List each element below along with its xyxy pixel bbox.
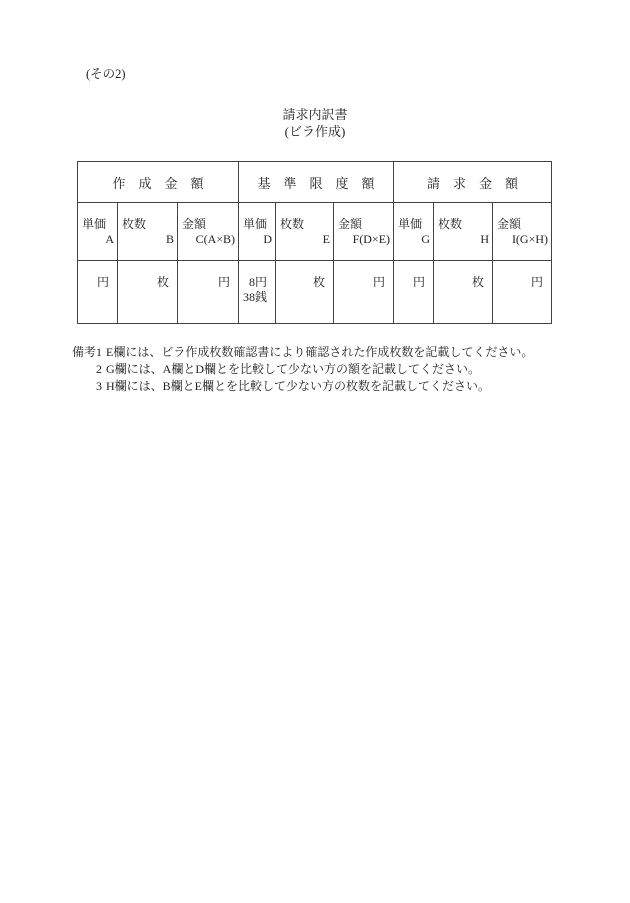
column-header-i xyxy=(493,203,552,261)
column-label: 単価 xyxy=(243,216,268,231)
group-header-label: 作 成 金 額 xyxy=(112,175,204,191)
remark-label: 3 xyxy=(96,379,102,393)
document-title: 請求内訳書 xyxy=(282,107,348,122)
column-letter: G xyxy=(421,231,431,246)
unit-label: 円 xyxy=(531,275,544,289)
column-label: 枚数 xyxy=(122,216,147,231)
column-letter: D xyxy=(263,231,272,246)
entry-cell-b xyxy=(118,261,178,324)
unit-label: 枚 xyxy=(312,275,325,289)
unit-label: 枚 xyxy=(156,275,169,289)
entry-cell-d xyxy=(239,261,276,324)
group-header-row xyxy=(78,162,552,203)
column-header-c xyxy=(178,203,239,261)
remark-label: 備考1 xyxy=(72,345,103,359)
unit-label: 円 xyxy=(373,275,386,289)
column-header-row xyxy=(78,203,552,261)
column-letter: C(A×B) xyxy=(195,231,235,246)
column-letter: F(D×E) xyxy=(352,231,391,246)
group-header-creation-amount xyxy=(78,162,239,203)
remark-item-3 xyxy=(72,378,533,395)
group-header-label: 基 準 限 度 額 xyxy=(257,175,375,191)
column-label: 単価 xyxy=(82,216,107,231)
entry-cell-a xyxy=(78,261,118,324)
column-label: 金額 xyxy=(497,216,522,231)
column-letter: A xyxy=(105,231,114,246)
document-subtitle: (ビラ作成) xyxy=(284,124,346,139)
remarks-section xyxy=(72,344,533,395)
column-header-e xyxy=(276,203,334,261)
entry-cell-i xyxy=(493,261,552,324)
billing-breakdown-table xyxy=(77,161,552,324)
entry-cell-g xyxy=(394,261,434,324)
column-letter: H xyxy=(480,231,490,246)
column-header-d xyxy=(239,203,276,261)
group-header-standard-limit xyxy=(239,162,394,203)
remark-text: G欄には、A欄とD欄とを比較して少ない方の額を記載してください。 xyxy=(106,362,481,376)
column-label: 金額 xyxy=(338,216,363,231)
group-header-label: 請 求 金 額 xyxy=(427,175,519,191)
title-block xyxy=(0,106,630,140)
unit-label: 円 xyxy=(96,275,109,289)
entry-row xyxy=(78,261,552,324)
unit-price-sen: 38銭 xyxy=(242,290,267,304)
column-letter: E xyxy=(322,231,330,246)
column-header-f xyxy=(334,203,394,261)
corner-label: (その2) xyxy=(86,67,126,81)
column-letter: B xyxy=(165,231,174,246)
entry-cell-c xyxy=(178,261,239,324)
remark-text: H欄には、B欄とE欄とを比較して少ない方の枚数を記載してください。 xyxy=(106,379,491,393)
column-label: 枚数 xyxy=(280,216,305,231)
column-header-a xyxy=(78,203,118,261)
column-header-h xyxy=(434,203,493,261)
unit-label: 円 xyxy=(413,275,426,289)
remark-item-2 xyxy=(72,361,533,378)
entry-cell-f xyxy=(334,261,394,324)
entry-cell-e xyxy=(276,261,334,324)
unit-label: 円 xyxy=(217,275,230,289)
unit-label: 枚 xyxy=(472,275,485,289)
unit-price-yen: 8円 xyxy=(248,275,267,289)
column-label: 単価 xyxy=(398,216,423,231)
group-header-billing-amount xyxy=(394,162,552,203)
column-header-b xyxy=(118,203,178,261)
column-letter: I(G×H) xyxy=(511,231,549,246)
entry-cell-h xyxy=(434,261,493,324)
remark-label: 2 xyxy=(96,362,102,376)
column-label: 枚数 xyxy=(438,216,463,231)
remark-item-1 xyxy=(72,344,533,361)
remark-text: E欄には、ビラ作成枚数確認書により確認された作成枚数を記載してください。 xyxy=(106,345,534,359)
column-header-g xyxy=(394,203,434,261)
column-label: 金額 xyxy=(182,216,207,231)
